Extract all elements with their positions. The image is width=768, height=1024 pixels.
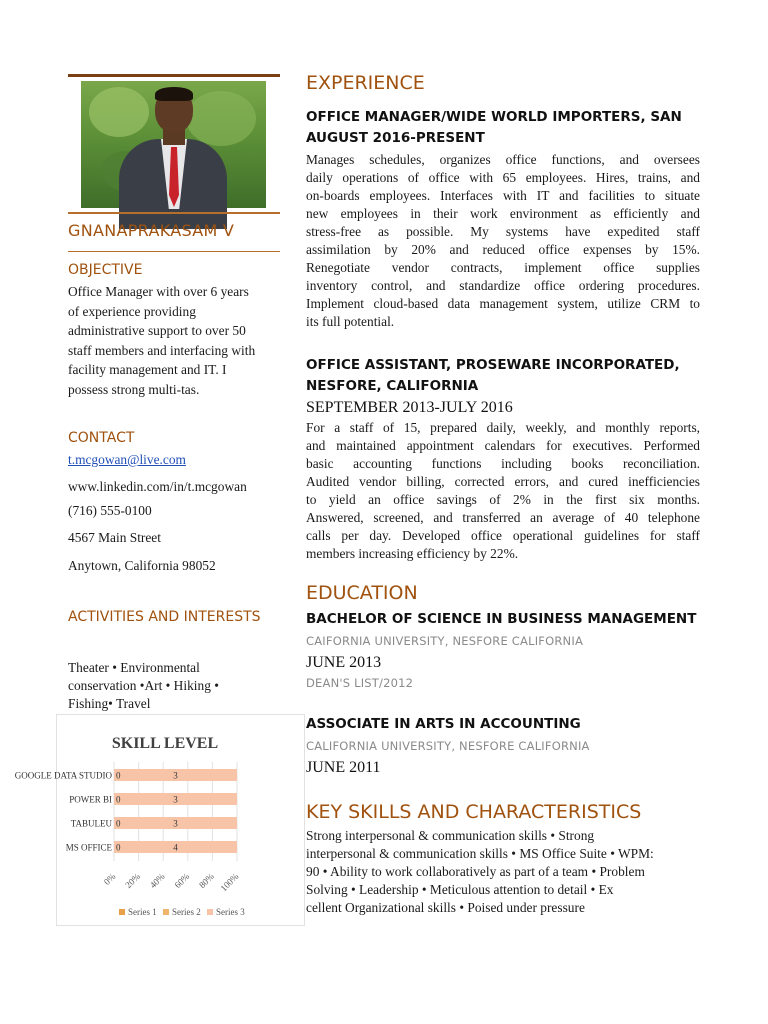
job-1-line: daily operations of office with 65 employees. Hires, trains, and	[306, 170, 700, 185]
chart-data-label: 3	[173, 794, 178, 805]
skills-line: Strong interpersonal & communication skills • Strong	[306, 828, 595, 843]
candidate-name: GNANAPRAKASAM V	[68, 221, 235, 240]
skills-text	[306, 827, 706, 917]
job-1-line: stress-free as possible. My systems have expedited staff	[306, 224, 700, 239]
chart-category-label: MS OFFICE	[65, 842, 112, 853]
objective-line: administrative support to over 50	[68, 323, 246, 338]
skills-line: interpersonal & communication skills • MS Office Suite • WPM:	[306, 846, 654, 861]
chart-legend-swatch	[163, 909, 169, 915]
activities-line: conservation •Art • Hiking •	[68, 678, 219, 693]
chart-tick-label: 80%	[197, 871, 216, 891]
chart-tick-label: 100%	[218, 871, 241, 894]
chart-data-label: 3	[173, 818, 178, 829]
job-2-description	[306, 419, 700, 563]
chart-category-label: GOOGLE DATA STUDIO	[14, 770, 112, 781]
chart-data-label: 3	[173, 770, 178, 781]
chart-tick-label: 0%	[101, 871, 118, 887]
activities-text	[68, 659, 283, 713]
degree-1-note: DEAN'S LIST/2012	[306, 676, 414, 690]
job-2-line: and maintained appointment calendars for executives. Performed	[306, 438, 700, 453]
objective-line: staff members and interfacing with	[68, 342, 256, 358]
email-link[interactable]: t.mcgowan@live.com	[68, 452, 186, 467]
objective-line: of experience providing	[68, 303, 196, 319]
job-1-line: its full potential.	[306, 314, 395, 329]
skills-line: cellent Organizational skills • Poised under pressure	[306, 900, 585, 915]
chart-category-label: POWER BI	[69, 794, 112, 805]
job-1-line: Renegotiate vendor contracts, implement office supplies	[306, 260, 700, 275]
job-2-title-line2: NESFORE, CALIFORNIA	[306, 378, 479, 394]
chart-data-label: 0	[116, 794, 121, 805]
chart-title: SKILL LEVEL	[111, 735, 219, 752]
photo-underline	[68, 212, 280, 214]
job-2-line: to yield an office savings of 2% in the first six months.	[306, 492, 700, 507]
chart-category-label: TABULEU	[70, 818, 112, 829]
contact-heading: CONTACT	[68, 430, 135, 446]
job-2-date: SEPTEMBER 2013-JULY 2016	[306, 399, 513, 416]
name-underline	[68, 251, 280, 252]
job-2-title-line1: OFFICE ASSISTANT, PROSEWARE INCORPORATED,	[306, 357, 680, 373]
job-2-line: For a staff of 15, prepared daily, weekly, and monthly reports,	[306, 420, 700, 435]
activities-line: Theater • Environmental	[68, 660, 200, 675]
chart-data-label: 0	[116, 770, 121, 781]
objective-line: possess strong multi-tas.	[68, 381, 200, 397]
job-1-description	[306, 151, 700, 331]
chart-data-label: 0	[116, 842, 121, 853]
activities-heading: ACTIVITIES AND INTERESTS	[68, 609, 261, 625]
experience-heading: EXPERIENCE	[306, 72, 425, 94]
education-heading: EDUCATION	[306, 582, 418, 604]
chart-tick-label: 20%	[123, 871, 143, 891]
activities-line: Fishing• Travel	[68, 696, 151, 711]
chart-legend-label: Series 3	[216, 907, 245, 917]
skills-line: 90 • Ability to work collaboratively as part of a team • Problem	[306, 864, 645, 879]
job-1-title-line1: OFFICE MANAGER/WIDE WORLD IMPORTERS, SAN	[306, 109, 682, 125]
objective-heading: OBJECTIVE	[68, 262, 143, 278]
job-1-title	[306, 107, 682, 149]
city-address: Anytown, California 98052	[68, 558, 216, 573]
job-1-line: on-boards employees. Interfaces with IT and facilities to situate	[306, 188, 700, 203]
top-rule	[68, 74, 280, 77]
chart-legend-swatch	[207, 909, 213, 915]
job-1-line: inventory control, and standardize office ordering procedures.	[306, 278, 700, 293]
profile-photo	[81, 81, 266, 208]
chart-data-label: 4	[173, 842, 178, 853]
job-2-line: members increasing efficiency by 22%.	[306, 546, 519, 561]
skill-level-chart	[14, 714, 305, 926]
chart-data-label: 0	[116, 818, 121, 829]
degree-2-date: JUNE 2011	[306, 759, 381, 776]
skills-heading: KEY SKILLS AND CHARACTERISTICS	[306, 801, 642, 823]
job-1-line: new employees in their work environment as efficiently and	[306, 206, 700, 221]
degree-1-title: BACHELOR OF SCIENCE IN BUSINESS MANAGEMENT	[306, 611, 697, 627]
job-2-line: Answered, screened, and transferred an average of 40 telephone	[306, 510, 700, 525]
chart-tick-label: 60%	[172, 871, 192, 891]
chart-legend-swatch	[119, 909, 125, 915]
chart-svg	[14, 715, 304, 925]
skills-line: Solving • Leadership • Meticulous attention to detail • Ex	[306, 882, 614, 897]
job-1-line: Manages schedules, organizes office functions, and oversees	[306, 152, 700, 167]
phone-number: (716) 555-0100	[68, 503, 152, 518]
degree-2-school: CALIFORNIA UNIVERSITY, NESFORE CALIFORNIA	[306, 739, 590, 753]
job-2-title	[306, 355, 680, 397]
job-1-line: assimilation by 20% and reduced office expenses by 15%.	[306, 242, 700, 257]
job-2-line: calls per day. Developed office operational guidelines for staff	[306, 528, 700, 543]
job-2-line: basic accounting functions including books reconciliation.	[306, 456, 700, 471]
job-1-title-line2: AUGUST 2016-PRESENT	[306, 130, 485, 146]
chart-legend-label: Series 1	[128, 907, 157, 917]
chart-tick-label: 40%	[147, 871, 167, 891]
job-2-line: Audited vendor billing, corrected errors, and cured inefficiencies	[306, 474, 700, 489]
objective-text	[68, 282, 283, 399]
degree-1-school: CAIFORNIA UNIVERSITY, NESFORE CALIFORNIA	[306, 634, 584, 648]
degree-1-date: JUNE 2013	[306, 654, 382, 671]
chart-legend-label: Series 2	[172, 907, 201, 917]
street-address: 4567 Main Street	[68, 530, 161, 545]
objective-line: facility management and IT. I	[68, 362, 227, 377]
objective-line: Office Manager with over 6 years	[68, 284, 249, 299]
linkedin-url: www.linkedin.com/in/t.mcgowan	[68, 479, 247, 494]
job-1-line: Implement cloud-based data management system, utilize CRM to	[306, 296, 700, 311]
degree-2-title: ASSOCIATE IN ARTS IN ACCOUNTING	[306, 716, 581, 732]
